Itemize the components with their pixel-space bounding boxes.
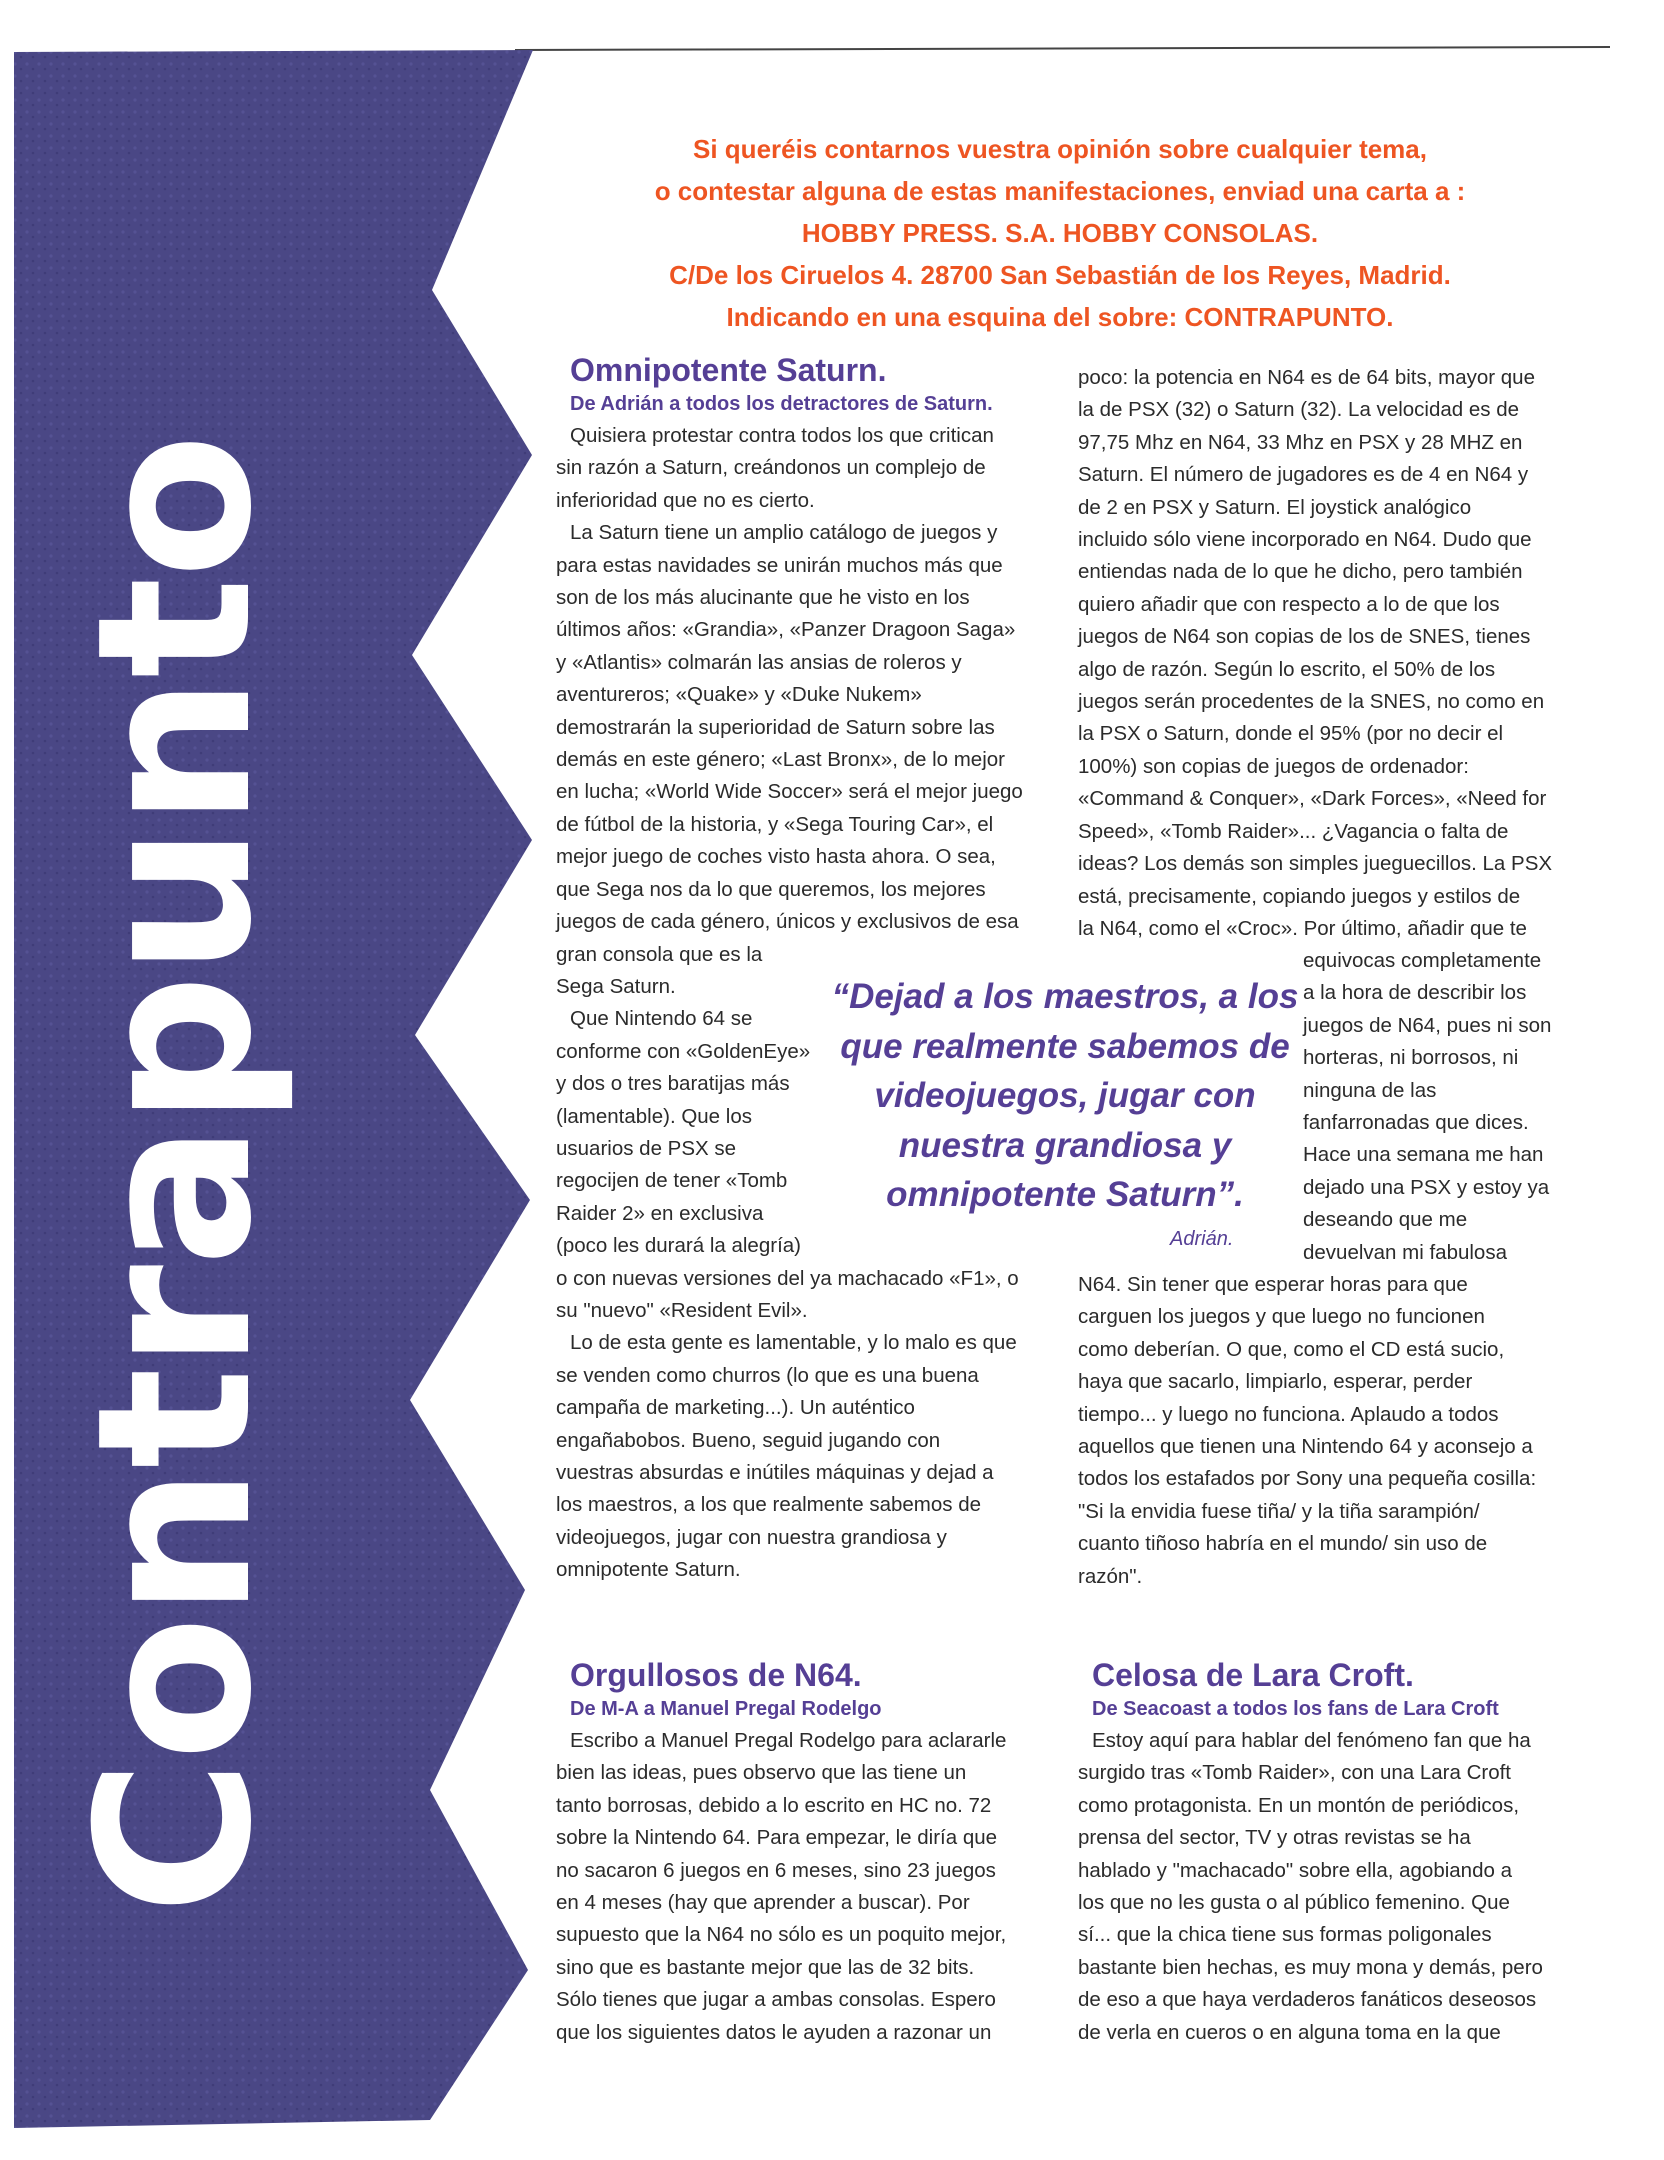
text-line: (poco les durará la alegría) (556, 1234, 801, 1258)
text-line: que Sega nos da lo que queremos, los mejores (556, 877, 986, 901)
text-line: la N64, como el «Croc». Por último, añadir que te (1078, 916, 1527, 940)
text-line: demás en este género; «Last Bronx», de lo mejor (556, 748, 1005, 772)
text-line: bien las ideas, pues observo que las tiene un (556, 1761, 967, 1785)
text-line: de 2 en PSX y Saturn. El joystick analógico (1078, 495, 1472, 519)
text-line: quiero añadir que con respecto a lo de que los (1078, 592, 1500, 616)
text-line: fanfarronadas que dices. (1303, 1111, 1529, 1135)
text-line: sin razón a Saturn, creándonos un complejo de (556, 456, 986, 480)
text-line: sino que es bastante mejor que las de 32 bits. (556, 1955, 975, 1979)
letter1-right-column-top (1078, 362, 1598, 945)
text-line: o con nuevas versiones del ya machacado «F1», o (556, 1266, 1019, 1290)
text-line: de eso a que haya verdaderos fanáticos deseosos (1078, 1988, 1537, 2012)
text-line: entiendas nada de lo que he dicho, pero también (1078, 560, 1523, 584)
letter3-column (1078, 1655, 1598, 2049)
intro-line: Si queréis contarnos vuestra opinión sobre cualquier tema, (693, 134, 1427, 164)
text-line: como protagonista. En un montón de periódicos, (1078, 1793, 1520, 1817)
text-line: y dos o tres baratijas más (556, 1072, 790, 1096)
quote-line: omnipotente Saturn”. (886, 1175, 1244, 1214)
text-line: La Saturn tiene un amplio catálogo de juegos y (570, 521, 998, 545)
text-line: Hace una semana me han (1303, 1143, 1544, 1167)
intro-line: HOBBY PRESS. S.A. HOBBY CONSOLAS. (801, 218, 1319, 248)
pull-quote-author: Adrián. (1170, 1228, 1234, 1250)
text-line: Sega Saturn. (556, 974, 676, 998)
text-line: supuesto que la N64 no sólo es un poquito mejor, (556, 1923, 1007, 1947)
text-line: N64. Sin tener que esperar horas para que (1078, 1273, 1468, 1296)
text-line: en lucha; «World Wide Soccer» será el mejor juego (556, 780, 1023, 804)
text-line: Quisiera protestar contra todos los que critican (570, 424, 994, 447)
text-line: tanto borrosas, debido a lo escrito en HC no. 72 (556, 1793, 992, 1817)
letter2-column (556, 1655, 1056, 2049)
text-line: algo de razón. Según lo escrito, el 50% de los (1078, 657, 1496, 681)
text-line: mejor juego de coches visto hasta ahora. O sea, (556, 845, 996, 869)
text-line: usuarios de PSX se (556, 1136, 737, 1160)
letter1-paragraph (556, 517, 1056, 1003)
text-line: omnipotente Saturn. (556, 1558, 741, 1582)
letter1-byline: De Adrián a todos los detractores de Saturn. (570, 393, 993, 415)
text-line: juegos de N64 son copias de los de SNES, tienes (1078, 625, 1531, 649)
letter3-title: Celosa de Lara Croft. (1092, 1657, 1414, 1693)
text-line: se venden como churros (lo que es una buena (556, 1363, 979, 1387)
text-line: inferioridad que no es cierto. (556, 488, 815, 512)
letter1-title: Omnipotente Saturn. (570, 352, 887, 388)
letter1-right-column-narrow (1303, 945, 1603, 1269)
text-line: su "nuevo" «Resident Evil». (556, 1298, 808, 1322)
text-line: son de los más alucinante que he visto en los (556, 586, 970, 610)
text-line: y «Atlantis» colmarán las ansias de roleros y (556, 650, 962, 674)
text-line: Sólo tienes que jugar a ambas consolas. Espero (556, 1988, 996, 2012)
intro-notice (560, 128, 1560, 338)
quote-line: “Dejad a los maestros, a los (831, 977, 1299, 1016)
letter1-right-column-bottom (1078, 1269, 1598, 1593)
text-line: la PSX o Saturn, donde el 95% (por no decir el (1078, 722, 1504, 746)
text-line: equivocas completamente (1303, 949, 1542, 972)
text-line: Que Nintendo 64 se (570, 1007, 753, 1031)
text-line: juegos de N64, pues ni son (1303, 1013, 1552, 1037)
letter2-byline: De M-A a Manuel Pregal Rodelgo (570, 1698, 882, 1720)
letter1-left-column (556, 350, 1056, 1587)
text-line: dejado una PSX y estoy ya (1303, 1175, 1550, 1199)
text-line: que los siguientes datos le ayuden a razonar un (556, 2020, 992, 2044)
section-title: Contrapunto (51, 435, 298, 1915)
text-line: vuestras absurdas e inútiles máquinas y dejad a (556, 1461, 994, 1484)
text-line: últimos años: «Grandia», «Panzer Dragoon Saga» (556, 618, 1016, 642)
letter3-byline: De Seacoast a todos los fans de Lara Croft (1092, 1698, 1499, 1720)
top-rule (515, 47, 1610, 50)
quote-line: nuestra grandiosa y (898, 1125, 1232, 1165)
intro-line: Indicando en una esquina del sobre: CONTRAPUNTO. (726, 302, 1394, 332)
text-line: bastante bien hechas, es muy mona y demás, pero (1078, 1955, 1543, 1979)
text-line: conforme con «GoldenEye» (556, 1039, 811, 1063)
text-line: juegos serán procedentes de la SNES, no como en (1078, 690, 1545, 714)
text-line: 97,75 Mhz en N64, 33 Mhz en PSX y 28 MHZ en (1078, 430, 1523, 454)
text-line: Estoy aquí para hablar del fenómeno fan que ha (1092, 1729, 1531, 1752)
text-line: todos los estafados por Sony una pequeña cosilla: (1078, 1467, 1537, 1491)
text-line: de verla en cueros o en alguna toma en la que (1078, 2020, 1501, 2044)
quote-line: que realmente sabemos de (840, 1026, 1290, 1066)
text-line: la de PSX (32) o Saturn (32). La velocidad es de (1078, 398, 1520, 422)
text-line: incluido sólo viene incorporado en N64. Dudo que (1078, 528, 1532, 552)
text-line: sí... que la chica tiene sus formas poligonales (1078, 1923, 1492, 1947)
text-line: ideas? Los demás son simples jueguecillos. La PSX (1078, 852, 1553, 876)
text-line: para estas navidades se unirán muchos más que (556, 553, 1003, 577)
text-line: videojuegos, jugar con nuestra grandiosa y (556, 1525, 947, 1549)
text-line: deseando que me (1303, 1208, 1468, 1232)
text-line: aventureros; «Quake» y «Duke Nukem» (556, 683, 922, 707)
text-line: sobre la Nintendo 64. Para empezar, le diría que (556, 1826, 998, 1850)
text-line: Raider 2» en exclusiva (556, 1201, 764, 1225)
pull-quote (820, 972, 1310, 1220)
text-line: poco: la potencia en N64 es de 64 bits, mayor que (1078, 366, 1535, 389)
text-line: aquellos que tienen una Nintendo 64 y aconsejo a (1078, 1435, 1533, 1459)
text-line: en 4 meses (hay que aprender a buscar). Por (556, 1891, 970, 1915)
text-line: razón". (1078, 1564, 1143, 1588)
text-line: cuanto tiñoso habría en el mundo/ sin uso de (1078, 1532, 1488, 1556)
text-line: Escribo a Manuel Pregal Rodelgo para aclararle (570, 1729, 1007, 1752)
text-line: (lamentable). Que los (556, 1104, 752, 1128)
text-line: Lo de esta gente es lamentable, y lo malo es que (570, 1331, 1017, 1355)
text-line: a la hora de describir los (1303, 981, 1527, 1005)
intro-line: o contestar alguna de estas manifestaciones, enviad una carta a : (654, 176, 1466, 206)
text-line: haya que sacarlo, limpiarlo, esperar, perder (1078, 1370, 1473, 1394)
text-line: de fútbol de la historia, y «Sega Touring Car», el (556, 812, 994, 836)
text-line: juegos de cada género, únicos y exclusivos de esa (556, 910, 1019, 934)
text-line: campaña de marketing...). Un auténtico (556, 1396, 915, 1420)
quote-line: videojuegos, jugar con (874, 1076, 1256, 1115)
text-line: regocijen de tener «Tomb (556, 1169, 788, 1193)
letter2-title: Orgullosos de N64. (570, 1657, 862, 1693)
text-line: devuelvan mi fabulosa (1303, 1240, 1507, 1264)
text-line: «Command & Conquer», «Dark Forces», «Need for (1078, 787, 1547, 811)
text-line: tiempo... y luego no funciona. Aplaudo a todos (1078, 1402, 1499, 1426)
text-line: horteras, ni borrosos, ni (1303, 1046, 1519, 1070)
text-line: 100%) son copias de juegos de ordenador: (1078, 754, 1469, 778)
text-line: como deberían. O que, como el CD está sucio, (1078, 1337, 1505, 1361)
text-line: Speed», «Tomb Raider»... ¿Vagancia o falta de (1078, 819, 1509, 843)
text-line: los que no les gusta o al público femenino. Que (1078, 1891, 1510, 1915)
letter1-paragraph (556, 1327, 1056, 1586)
text-line: prensa del sector, TV y otras revistas se ha (1078, 1826, 1471, 1850)
text-line: "Si la envidia fuese tiña/ y la tiña sarampión/ (1078, 1499, 1480, 1523)
text-line: ninguna de las (1303, 1078, 1437, 1102)
text-line: está, precisamente, copiando juegos y estilos de (1078, 884, 1521, 908)
text-line: no sacaron 6 juegos en 6 meses, sino 23 juegos (556, 1858, 996, 1882)
text-line: gran consola que es la (556, 942, 763, 966)
letter1-paragraph (556, 420, 1056, 517)
intro-line: C/De los Ciruelos 4. 28700 San Sebastián de los Reyes, Madrid. (669, 260, 1451, 290)
text-line: hablado y "machacado" sobre ella, agobiando a (1078, 1858, 1512, 1882)
text-line: surgido tras «Tomb Raider», con una Lara Croft (1078, 1761, 1512, 1785)
text-line: los maestros, a los que realmente sabemos de (556, 1493, 982, 1517)
text-line: demostrarán la superioridad de Saturn sobre las (556, 715, 995, 739)
text-line: Saturn. El número de jugadores es de 4 en N64 y (1078, 463, 1529, 487)
text-line: engañabobos. Bueno, seguid jugando con (556, 1428, 941, 1452)
text-line: carguen los juegos y que luego no funcionen (1078, 1305, 1485, 1329)
